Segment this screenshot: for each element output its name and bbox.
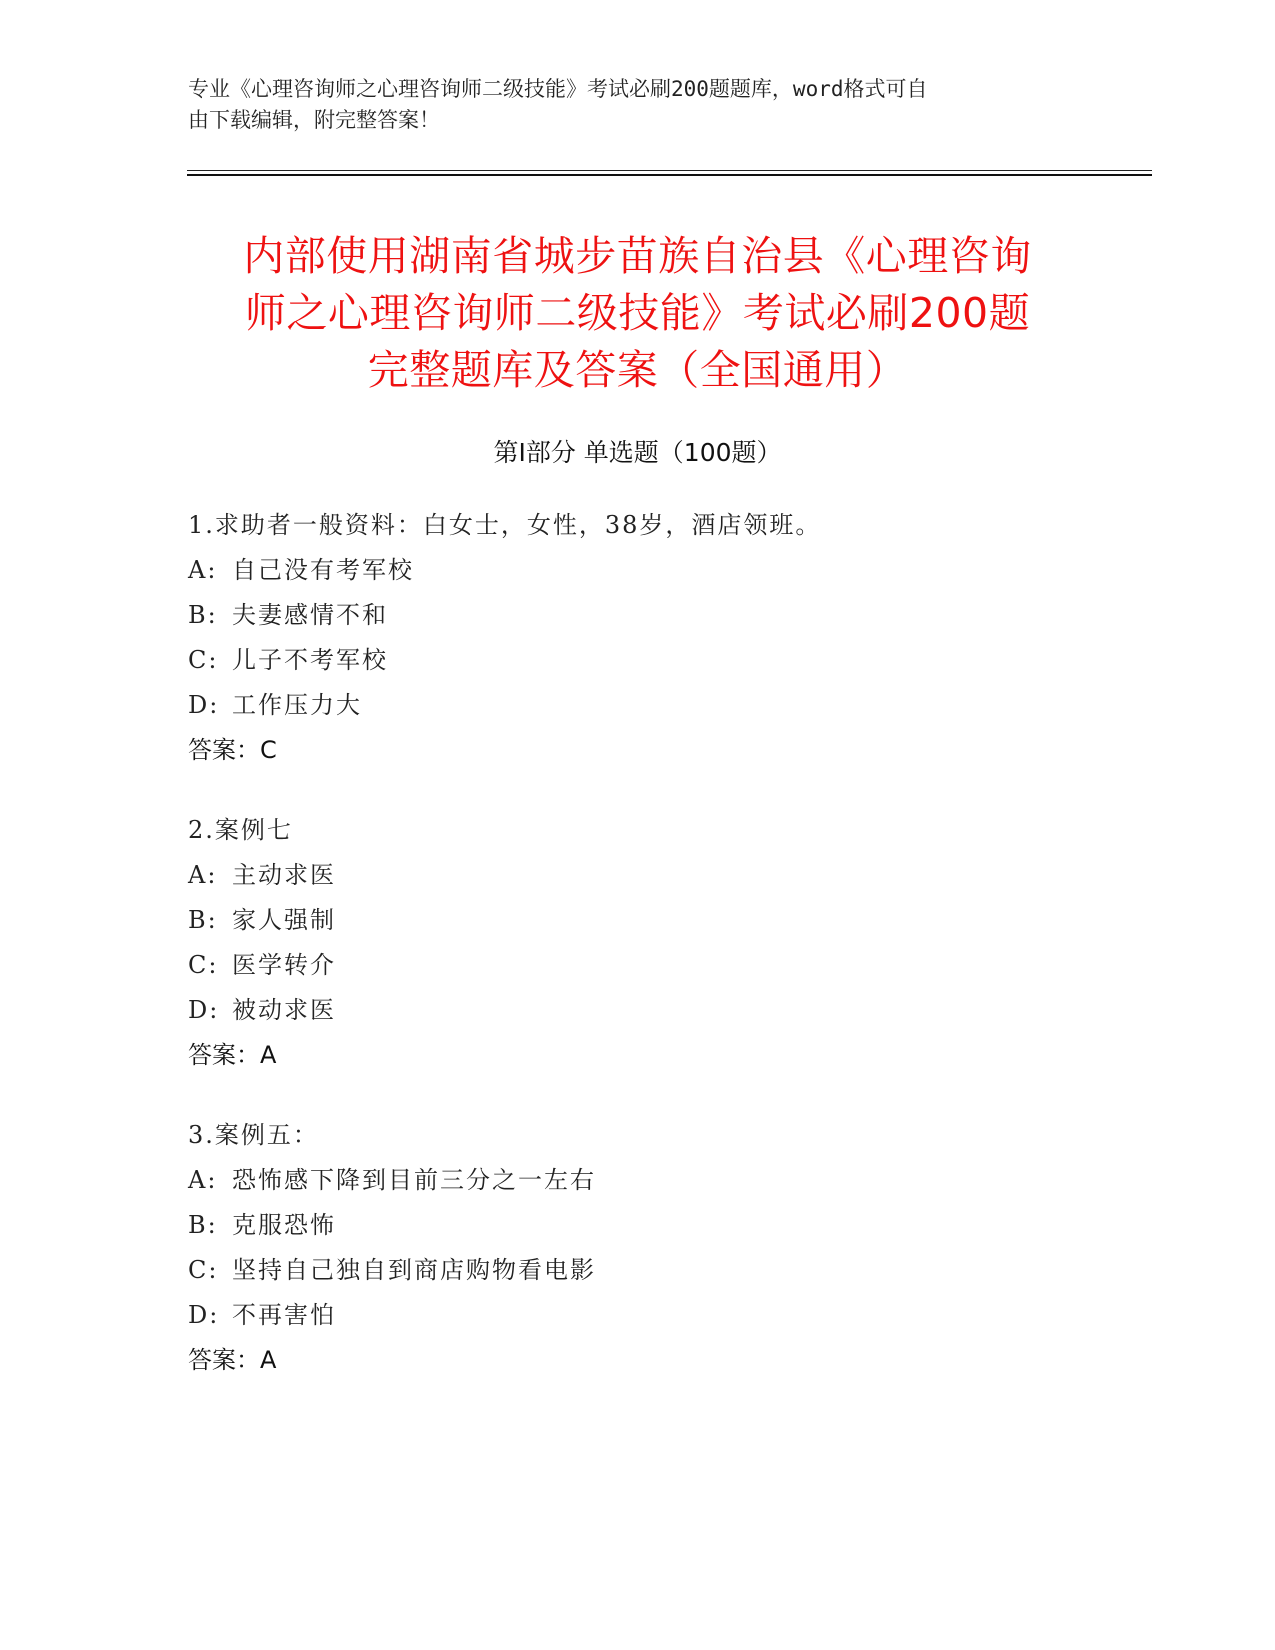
option-b [188, 593, 1088, 638]
option-text: 克服恐怖 [232, 1211, 336, 1239]
section-heading: 第Ⅰ部分 单选题（100题） [493, 438, 782, 467]
option-text: 夫妻感情不和 [232, 601, 388, 629]
option-c [188, 943, 1088, 988]
option-key: D: [188, 691, 220, 719]
option-d [188, 988, 1088, 1033]
option-d [188, 683, 1088, 728]
intro-line-1: 专业《心理咨询师之心理咨询师二级技能》考试必刷200题题库，word格式可自 [188, 77, 928, 101]
option-text: 儿子不考军校 [232, 646, 388, 674]
option-key: A: [188, 861, 218, 889]
option-text: 家人强制 [232, 906, 336, 934]
question-2 [188, 808, 1088, 1078]
option-text: 主动求医 [232, 861, 336, 889]
option-text: 恐怖感下降到目前三分之一左右 [232, 1166, 596, 1194]
question-stem: 3.案例五： [188, 1121, 319, 1149]
option-b [188, 1203, 1088, 1248]
answer-line: 答案：C [188, 736, 277, 764]
question-stem: 1.求助者一般资料：白女士，女性，38岁，酒店领班。 [188, 511, 822, 539]
option-key: C: [188, 1256, 219, 1284]
option-c [188, 638, 1088, 683]
question-1 [188, 503, 1088, 773]
title-line-2: 师之心理咨询师二级技能》考试必刷200题 [244, 289, 1031, 337]
answer-line: 答案：A [188, 1346, 277, 1374]
option-key: D: [188, 996, 220, 1024]
option-text: 被动求医 [232, 996, 336, 1024]
option-b [188, 898, 1088, 943]
option-a [188, 1158, 1088, 1203]
intro-line-2: 由下载编辑，附完整答案！ [188, 108, 440, 132]
option-key: B: [188, 906, 218, 934]
option-key: B: [188, 1211, 218, 1239]
option-key: C: [188, 951, 219, 979]
option-text: 不再害怕 [232, 1301, 336, 1329]
option-text: 医学转介 [232, 951, 336, 979]
option-key: A: [188, 1166, 218, 1194]
option-text: 工作压力大 [232, 691, 362, 719]
question-stem: 2.案例七 [188, 816, 293, 844]
title-line-3: 完整题库及答案（全国通用） [367, 346, 908, 394]
header-rule-thick [187, 174, 1152, 176]
header-rule-thin [187, 170, 1152, 171]
option-key: B: [188, 601, 218, 629]
option-text: 坚持自己独自到商店购物看电影 [232, 1256, 596, 1284]
option-key: D: [188, 1301, 220, 1329]
option-c [188, 1248, 1088, 1293]
option-a [188, 853, 1088, 898]
option-d [188, 1293, 1088, 1338]
option-a [188, 548, 1088, 593]
option-key: A: [188, 556, 218, 584]
intro-text [188, 74, 1068, 136]
option-key: C: [188, 646, 219, 674]
question-3 [188, 1113, 1088, 1383]
title-line-1: 内部使用湖南省城步苗族自治县《心理咨询 [243, 232, 1032, 280]
answer-line: 答案：A [188, 1041, 277, 1069]
option-text: 自己没有考军校 [232, 556, 414, 584]
document-title [180, 228, 1095, 399]
